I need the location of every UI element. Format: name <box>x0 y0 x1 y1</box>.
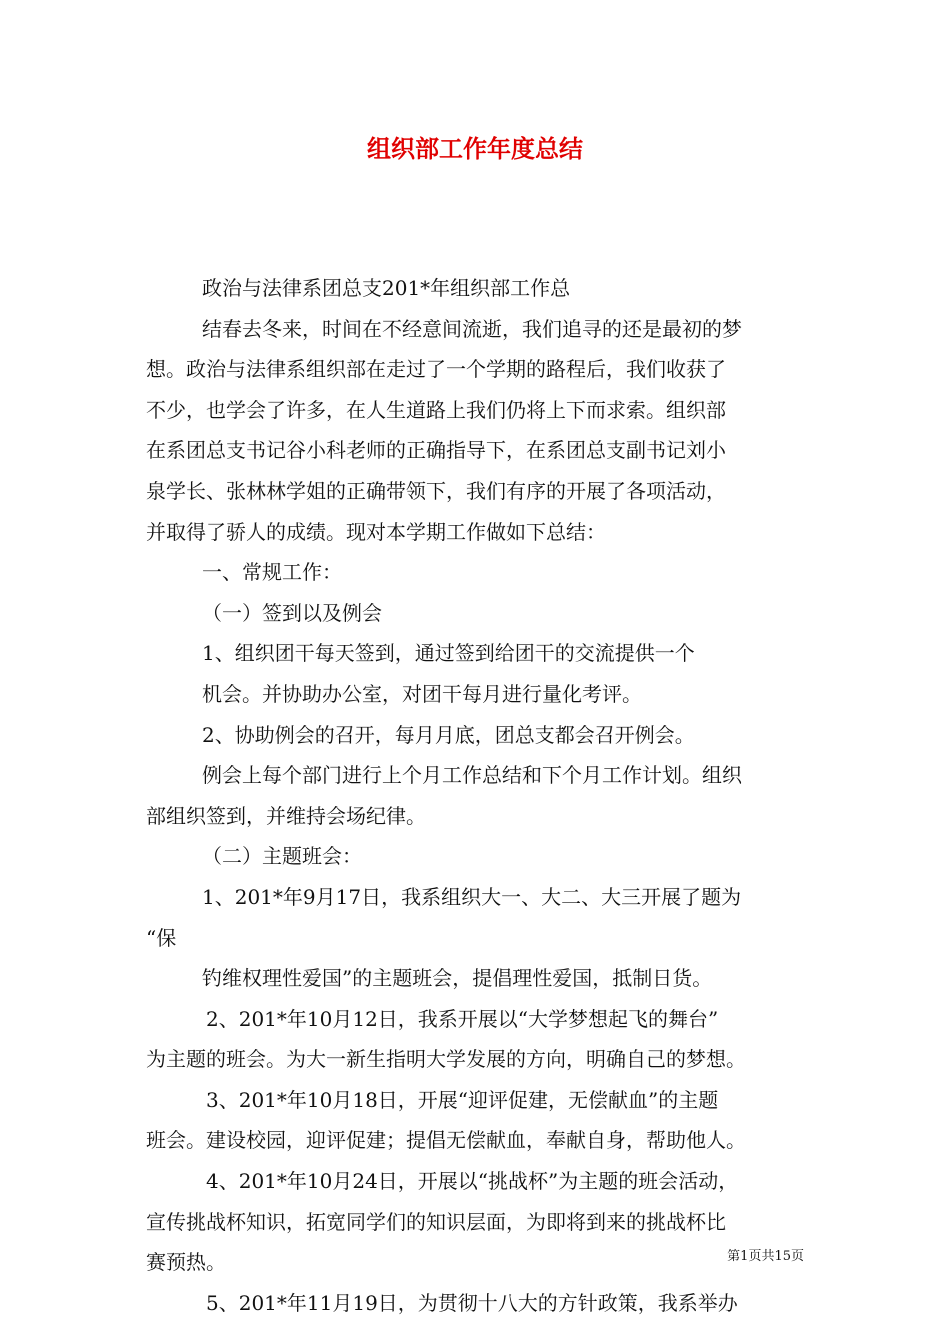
document-body <box>146 268 822 1323</box>
text-line: 为主题的班会。为大一新生指明大学发展的方向，明确自己的梦想。 <box>146 1047 746 1072</box>
text-line: 机会。并协助办公室，对团干每月进行量化考评。 <box>202 681 642 706</box>
text-line: 钓维权理性爱国”的主题班会，提倡理性爱国，抵制日货。 <box>202 966 713 991</box>
text-line: 在系团总支书记谷小科老师的正确指导下，在系团总支副书记刘小 <box>146 438 726 463</box>
text-line: 2、协助例会的召开，每月月底，团总支都会召开例会。 <box>202 722 695 747</box>
text-line: 5、201*年11月19日，为贯彻十八大的方针政策，我系举办 <box>206 1290 738 1315</box>
text-line: 1、201*年9月17日，我系组织大一、大二、大三开展了题为 <box>202 884 742 909</box>
text-line: 不少，也学会了许多，在人生道路上我们仍将上下而求索。组织部 <box>146 397 726 422</box>
text-line: 4、201*年10月24日，开展以“挑战杯”为主题的班会活动， <box>206 1169 739 1194</box>
text-line: 泉学长、张林林学姐的正确带领下，我们有序的开展了各项活动， <box>146 478 726 503</box>
text-line: 3、201*年10月18日，开展“迎评促建，无偿献血”的主题 <box>206 1087 719 1112</box>
section-heading: 一、常规工作： <box>202 560 342 585</box>
document-title: 组织部工作年度总结 <box>367 135 583 163</box>
text-line: 1、组织团干每天签到，通过签到给团干的交流提供一个 <box>202 641 695 666</box>
page-number: 第1页共15页 <box>727 1249 804 1264</box>
subsection-heading: （一）签到以及例会 <box>202 600 382 625</box>
text-line: “保 <box>146 925 177 950</box>
text-line: 结春去冬来，时间在不经意间流逝，我们追寻的还是最初的梦 <box>202 316 742 341</box>
text-line: 政治与法律系团总支201*年组织部工作总 <box>202 276 571 300</box>
text-line: 赛预热。 <box>146 1250 226 1275</box>
text-line: 部组织签到，并维持会场纪律。 <box>146 803 426 828</box>
text-line: 班会。建设校园，迎评促建；提倡无偿献血，奉献自身，帮助他人。 <box>146 1128 746 1153</box>
text-line: 2、201*年10月12日，我系开展以“大学梦想起飞的舞台” <box>206 1006 719 1031</box>
text-line: 例会上每个部门进行上个月工作总结和下个月工作计划。组织 <box>202 763 742 788</box>
text-line: 宣传挑战杯知识，拓宽同学们的知识层面，为即将到来的挑战杯比 <box>146 1209 726 1234</box>
text-line: 并取得了骄人的成绩。现对本学期工作做如下总结： <box>146 519 606 544</box>
text-line: 想。政治与法律系组织部在走过了一个学期的路程后，我们收获了 <box>146 357 726 382</box>
subsection-heading: （二）主题班会： <box>202 844 362 869</box>
